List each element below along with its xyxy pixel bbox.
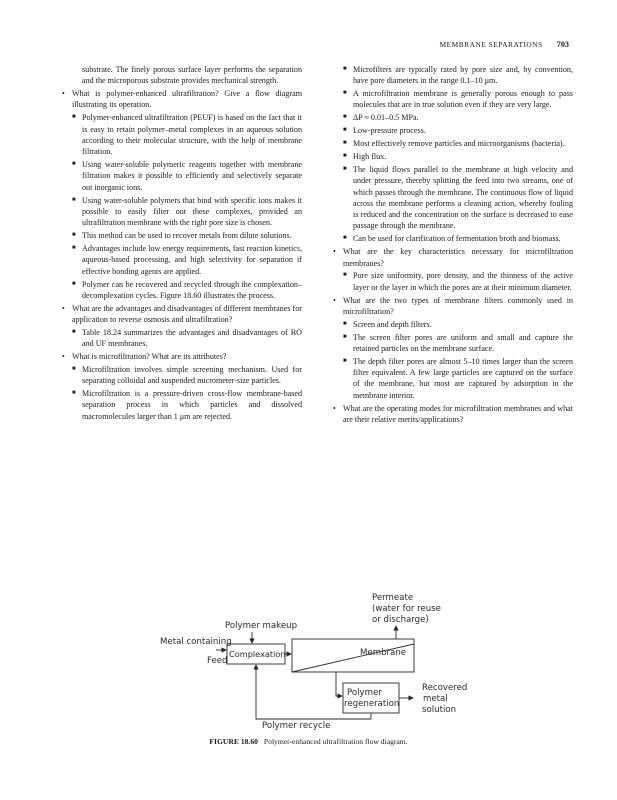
permeate-label: or discharge) xyxy=(372,615,429,625)
bullet-item: ■ The screen filter pores are uniform and small and capture the retained particles on the membrane surface. xyxy=(343,332,573,353)
question-item: • What are the advantages and disadvantages of different membranes for application to reverse osmosis and ultrafiltration? xyxy=(62,303,302,324)
bullet-text: Can be used for clarification of fermentation broth and biomass. xyxy=(353,234,561,244)
figure-caption-label: FIGURE 18.60 xyxy=(209,737,258,746)
bullet-text: Microfilters are typically rated by pore size and, by convention, have pore diameters in the range 0.1–10 μm. xyxy=(353,65,573,86)
bullet-item: ■ Low-pressure process. xyxy=(343,126,426,136)
bullet-text: Polymer-enhanced ultrafiltration (PEUF) is based on the fact that it is easy to retain polymer–metal complexes in an aqueous solution according to their molecular structure, with the help of membrane filtration. xyxy=(82,113,302,157)
bullet-item: ■ Polymer can be recovered and recycled through the complexation–decomplexation cycles. Figure 18.60 illustrates the process. xyxy=(72,279,302,300)
bullet-item: ■ This method can be used to recover metals from dilute solutions. xyxy=(72,231,292,241)
left-column xyxy=(60,64,302,424)
bullet-text: Table 18.24 summarizes the advantages and disadvantages of RO and UF membranes. xyxy=(82,327,302,349)
question-text: What are the advantages and disadvantages of different membranes for application to reverse osmosis and ultrafiltration? xyxy=(72,303,302,324)
bullet-item: ■ High flux. xyxy=(343,152,387,162)
bullet-text: Pore size uniformity, pore density, and the thinness of the active layer or the layer in which the pores are at their minimum diameter. xyxy=(353,271,573,292)
continuation-paragraph: substrate. The finely porous surface layer performs the separation and the microporous substrate provides mechanical strength. xyxy=(82,65,302,86)
bullet-item: ■ A microfiltration membrane is generally porous enough to pass molecules that are in true solution even if they are very large. xyxy=(343,89,573,110)
question-item: • What are the operating modes for microfiltration membranes and what are their relative merits/applications? xyxy=(333,403,573,424)
bullet-text: The screen filter pores are uniform and small and capture the retained particles on the membrane surface. xyxy=(353,332,573,353)
bullet-item: ■ Microfilters are typically rated by pore size and, by convention, have pore diameters in the range 0.1–10 μm. xyxy=(343,65,573,86)
question-text: What is polymer-enhanced ultrafiltration? Give a flow diagram illustrating its operation. xyxy=(72,89,302,110)
figure-caption xyxy=(0,737,617,746)
bullet-text: ΔP ≈ 0.01–0.5 MPa. xyxy=(353,113,419,123)
bullet-text: Low-pressure process. xyxy=(353,126,426,136)
bullet-text: A microfiltration membrane is generally porous enough to pass molecules that are in true solution even if they are very large. xyxy=(353,89,573,110)
retentate-arrow xyxy=(336,672,342,696)
page-number: 703 xyxy=(556,40,569,49)
bullet-item: ■ The liquid flows parallel to the membrane at high velocity and under pressure, thereby splitting the feed into two streams, one of which passes through the membrane. The continuous flow of liquid across the membrane performs a cleaning action, whereby fouling is reduced and the concentration on the surface is decreased to ease passage through the membrane. xyxy=(343,164,573,231)
polymer-label: Polymer xyxy=(347,688,382,698)
permeate-label: (water for reuse xyxy=(372,604,441,614)
bullet-text: Screen and depth filters. xyxy=(353,319,432,329)
bullet-item: ■ Polymer-enhanced ultrafiltration (PEUF) is based on the fact that it is easy to retain polymer–metal complexes in an aqueous solution according to their molecular structure, with the help of membrane filtration. xyxy=(72,113,302,157)
question-item: • What are the two types of membrane filters commonly used in microfiltration? xyxy=(333,295,573,316)
bullet-item: ■ Microfiltration involves simple screening mechanism. Used for separating colloidal and suspended micrometer-size particles. xyxy=(72,364,302,386)
running-header xyxy=(440,40,569,49)
bullet-text: Most effectively remove particles and microorganisms (bacteria). xyxy=(353,139,565,149)
peuf-flow-diagram xyxy=(160,588,490,734)
running-title: MEMBRANE SEPARATIONS xyxy=(439,40,543,49)
question-text: What are the key characteristics necessary for microfiltration membranes? xyxy=(343,247,573,268)
bullet-text: Advantages include low energy requirements, fast reaction kinetics, aqueous-based processing, and high selectivity for separation if effective bonding agents are applied. xyxy=(82,244,302,276)
figure-caption-text: Polymer-enhanced ultrafiltration flow diagram. xyxy=(263,737,408,746)
bullet-text: High flux. xyxy=(353,152,387,162)
bullet-text: Polymer can be recovered and recycled through the complexation–decomplexation cycles. Figure 18.60 illustrates the process. xyxy=(82,279,302,300)
bullet-item: ■ Table 18.24 summarizes the advantages and disadvantages of RO and UF membranes. xyxy=(72,327,302,349)
bullet-item: ■ ΔP ≈ 0.01–0.5 MPa. xyxy=(343,113,419,123)
bullet-text: Using water-soluble polymeric reagents together with membrane filtration makes it possible to efficiently and selectively separate out inorganic ions. xyxy=(82,160,302,192)
bullet-item: ■ Using water-soluble polymers that bind with specific ions makes it possible to easily filter out these complexes, provided an ultrafiltration membrane with the right pore size is chosen. xyxy=(72,195,302,228)
regeneration-label: regeneration xyxy=(344,699,400,709)
bullet-item: ■ The depth filter pores are almost 5–10 times larger than the screen filter equivalent. A few large particles are captured on the surface of the membrane, but most are captured by adsorption in the membrane interior. xyxy=(343,356,573,400)
question-item: • What are the key characteristics necessary for microfiltration membranes? xyxy=(333,247,573,268)
polymer-makeup-label: Polymer makeup xyxy=(225,621,298,631)
bullet-item: ■ Microfiltration is a pressure-driven cross-flow membrane-based separation process in which particles and dissolved macromolecules larger than 1 μm are rejected. xyxy=(72,389,302,421)
bullet-item: ■ Can be used for clarification of fermentation broth and biomass. xyxy=(343,234,561,244)
bullet-item: ■ Advantages include low energy requirements, fast reaction kinetics, aqueous-based processing, and high selectivity for separation if effective bonding agents are applied. xyxy=(72,244,302,276)
feed-label: Feed xyxy=(207,656,228,666)
question-item: • What is polymer-enhanced ultrafiltration? Give a flow diagram illustrating its operation. xyxy=(62,89,302,110)
recovered-metal-label: metal xyxy=(423,694,448,704)
bullet-text: Using water-soluble polymers that bind with specific ions makes it possible to easily filter out these complexes, provided an ultrafiltration membrane with the right pore size is chosen. xyxy=(82,195,302,228)
polymer-recycle-label: Polymer recycle xyxy=(262,721,331,731)
question-text: What are the operating modes for microfiltration membranes and what are their relative merits/applications? xyxy=(343,403,573,424)
bullet-item: ■ Using water-soluble polymeric reagents together with membrane filtration makes it possible to efficiently and selectively separate out inorganic ions. xyxy=(72,160,302,192)
bullet-item: ■ Screen and depth filters. xyxy=(343,319,432,329)
question-item: • What is microfiltration? What are its attributes? xyxy=(62,352,227,362)
question-text: What are the two types of membrane filters commonly used in microfiltration? xyxy=(343,295,573,316)
metal-containing-label: Metal containing xyxy=(160,637,232,647)
recovered-metal-label: solution xyxy=(422,705,457,715)
bullet-text: This method can be used to recover metals from dilute solutions. xyxy=(82,231,292,241)
bullet-item: ■ Pore size uniformity, pore density, and the thinness of the active layer or the layer in which the pores are at their minimum diameter. xyxy=(343,271,573,292)
bullet-text: Microfiltration involves simple screening mechanism. Used for separating colloidal and suspended micrometer-size particles. xyxy=(82,364,302,386)
right-column xyxy=(331,64,573,427)
bullet-text: Microfiltration is a pressure-driven cross-flow membrane-based separation process in which particles and dissolved macromolecules larger than 1 μm are rejected. xyxy=(82,389,302,421)
permeate-label: Permeate xyxy=(372,593,414,603)
bullet-item: ■ Most effectively remove particles and microorganisms (bacteria). xyxy=(343,139,565,149)
question-text: What is microfiltration? What are its attributes? xyxy=(72,352,227,362)
bullet-text: The depth filter pores are almost 5–10 times larger than the screen filter equivalent. A few large particles are captured on the surface of the membrane, but most are captured by adsorption in the membrane interior. xyxy=(353,356,573,400)
recovered-metal-label: Recovered xyxy=(422,683,468,693)
complexation-label: Complexation xyxy=(229,649,286,659)
bullet-text: The liquid flows parallel to the membrane at high velocity and under pressure, thereby splitting the feed into two streams, one of which passes through the membrane. The continuous flow of liquid across the membrane performs a cleaning action, whereby fouling is reduced and the concentration on the surface is decreased to ease passage through the membrane. xyxy=(353,164,573,231)
membrane-label: Membrane xyxy=(360,648,407,658)
